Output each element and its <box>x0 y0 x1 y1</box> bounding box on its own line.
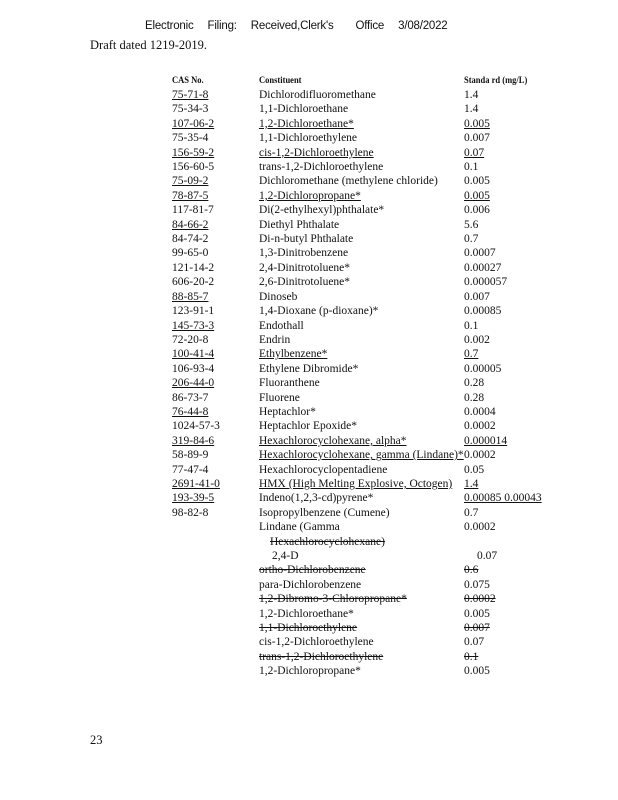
constituent-name: Endrin <box>259 333 291 346</box>
cas-number: 121-14-2 <box>172 261 215 274</box>
standard-value: 0.7 <box>464 233 479 246</box>
constituent-name: Diethyl Phthalate <box>259 218 340 231</box>
standard-value: 0.0002 <box>464 593 496 606</box>
constituent-name: Dinoseb <box>259 290 298 303</box>
constituent-name: Fluoranthene <box>259 377 320 390</box>
cas-number: 75-34-3 <box>172 103 209 116</box>
column-header-cas: CAS No. <box>172 74 204 86</box>
filing-header <box>145 20 448 32</box>
constituent-name: 1,4-Dioxane (p-dioxane)* <box>259 305 379 318</box>
constituent-name: Di-n-butyl Phthalate <box>259 233 354 246</box>
table-row <box>172 88 572 102</box>
constituent-name: Hexachlorocyclohexane, alpha* <box>259 434 407 447</box>
cas-number: 100-41-4 <box>172 348 215 361</box>
constituent-name: 1,2-Dichloroethane* <box>259 607 354 620</box>
table-row <box>172 131 572 145</box>
standard-value: 1.4 <box>464 103 479 116</box>
standard-value: 0.0002 <box>464 420 496 433</box>
table-row <box>172 174 572 188</box>
cas-number: 75-71-8 <box>172 89 209 101</box>
table-row <box>172 232 572 246</box>
cas-number: 98-82-8 <box>172 506 209 519</box>
column-header-constituent: Constituent <box>259 74 302 86</box>
cas-number: 319-84-6 <box>172 434 215 447</box>
constituent-name: Isopropylbenzene (Cumene) <box>259 506 390 519</box>
standard-value: 0.07 <box>464 146 485 159</box>
constituent-name: trans-1,2-Dichloroethylene <box>259 650 384 663</box>
cas-number: 1024-57-3 <box>172 420 220 433</box>
standard-value: 0.0007 <box>464 247 496 260</box>
cas-number: 606-20-2 <box>172 276 215 289</box>
draft-note: Draft dated 1219-2019. <box>90 38 207 52</box>
constituent-name: 1,2-Dichloropropane* <box>259 189 361 202</box>
constituent-name: Dichlorodifluoromethane <box>259 89 376 101</box>
cas-number: 156-59-2 <box>172 146 215 159</box>
standard-value: 0.007 <box>464 290 490 303</box>
constituent-name: 1,2-Dichloroethane* <box>259 117 354 130</box>
constituent-name: 1,2-Dichloropropane* <box>259 665 361 678</box>
standard-value: 0.007 <box>464 132 490 145</box>
table-row <box>172 160 572 174</box>
cas-number: 107-06-2 <box>172 117 215 130</box>
standard-value: 0.00005 <box>464 362 502 375</box>
cas-number: 193-39-5 <box>172 492 215 505</box>
table-row <box>172 189 572 203</box>
cas-number: 88-85-7 <box>172 290 209 303</box>
constituent-name: 1,1-Dichloroethylene <box>259 622 358 635</box>
table-row <box>172 549 572 563</box>
constituent-name: Hexachlorocyclohexane) <box>270 535 385 548</box>
constituent-name: Lindane (Gamma <box>259 521 340 534</box>
cas-number: 145-73-3 <box>172 319 215 332</box>
header-received: Received,Clerk's <box>250 20 334 32</box>
cas-number: 77-47-4 <box>172 463 209 476</box>
standard-value: 1.4 <box>464 477 479 490</box>
standard-value: 0.7 <box>464 506 479 519</box>
constituent-name: Hexachlorocyclopentadiene <box>259 463 388 476</box>
table-row <box>172 246 572 260</box>
standard-value: 5.6 <box>464 218 479 231</box>
cas-number: 156-60-5 <box>172 161 215 174</box>
table-row <box>172 477 572 491</box>
cas-number: 75-09-2 <box>172 175 209 188</box>
table-row <box>172 635 572 649</box>
standard-value: 0.075 <box>464 578 490 591</box>
standard-value: 0.07 <box>477 550 498 562</box>
standard-value: 0.006 <box>464 204 490 217</box>
constituent-name: Indeno(1,2,3-cd)pyrene* <box>259 492 374 505</box>
cas-number: 106-93-4 <box>172 362 215 375</box>
constituent-name: HMX (High Melting Explosive, Octogen) <box>259 477 453 490</box>
constituent-name: Dichloromethane (methylene chloride) <box>259 175 438 188</box>
constituent-name: Hexachlorocyclohexane, gamma (Lindane)* <box>259 449 464 462</box>
standard-value: 0.7 <box>464 348 479 361</box>
standard-value: 0.6 <box>464 564 479 577</box>
standard-value: 0.1 <box>464 650 479 663</box>
table-row <box>172 621 572 635</box>
standard-value: 0.1 <box>464 161 479 174</box>
constituent-name: ortho-Dichlorobenzene <box>259 564 366 577</box>
table-row <box>172 463 572 477</box>
standard-value: 0.000014 <box>464 434 508 447</box>
constituent-name: Fluorene <box>259 391 300 404</box>
cas-number: 123-91-1 <box>172 305 215 318</box>
constituent-name: 2,4-Dinitrotoluene* <box>259 261 351 274</box>
standard-value: 0.005 <box>464 607 490 620</box>
cas-number: 58-89-9 <box>172 449 209 462</box>
standard-value: 0.005 <box>464 117 490 130</box>
constituent-name: 1,1-Dichloroethylene <box>259 132 358 145</box>
table-row <box>172 535 572 549</box>
table-row <box>172 347 572 361</box>
standard-value: 0.005 <box>464 175 490 188</box>
table-row <box>172 520 572 534</box>
table-row <box>172 376 572 390</box>
standard-value: 0.00085 0.00043 <box>464 492 542 505</box>
constituent-name: 1,1-Dichloroethane <box>259 103 349 116</box>
cas-number: 206-44-0 <box>172 377 215 390</box>
constituent-name: Di(2-ethylhexyl)phthalate* <box>259 204 385 217</box>
constituent-name: Heptachlor Epoxide* <box>259 420 358 433</box>
constituent-name: para-Dichlorobenzene <box>259 578 362 591</box>
table-row <box>172 607 572 621</box>
constituent-name: Ethylene Dibromide* <box>259 362 359 375</box>
standard-value: 0.00085 <box>464 305 502 318</box>
standard-value: 0.005 <box>464 665 490 678</box>
cas-number: 117-81-7 <box>172 204 214 217</box>
constituent-name: 2,4-D <box>272 550 299 562</box>
page-number: 23 <box>90 733 103 747</box>
constituent-name: trans-1,2-Dichloroethylene <box>259 161 384 174</box>
constituent-table <box>172 88 572 679</box>
cas-number: 99-65-0 <box>172 247 209 260</box>
constituent-name: Heptachlor* <box>259 405 316 418</box>
table-row <box>172 102 572 116</box>
table-row <box>172 650 572 664</box>
table-row <box>172 319 572 333</box>
standard-value: 0.07 <box>464 636 485 649</box>
cas-number: 75-35-4 <box>172 132 209 145</box>
constituent-name: 1,2-Dibromo-3-Chloropropane* <box>259 593 407 606</box>
standard-value: 0.0002 <box>464 449 496 462</box>
constituent-name: Ethylbenzene* <box>259 348 328 361</box>
standard-value: 0.05 <box>464 463 485 476</box>
standard-value: 0.000057 <box>464 276 508 289</box>
table-row <box>172 391 572 405</box>
table-row <box>172 491 572 505</box>
constituent-name: cis-1,2-Dichloroethylene <box>259 636 374 649</box>
standard-value: 1.4 <box>464 89 479 101</box>
table-row <box>172 578 572 592</box>
table-row <box>172 117 572 131</box>
constituent-name: 1,3-Dinitrobenzene <box>259 247 349 260</box>
table-row <box>172 664 572 678</box>
table-row <box>172 563 572 577</box>
table-row <box>172 592 572 606</box>
table-row <box>172 506 572 520</box>
header-office: Office <box>355 20 385 32</box>
standard-value: 0.00027 <box>464 261 502 274</box>
constituent-name: Endothall <box>259 319 304 332</box>
table-row <box>172 304 572 318</box>
cas-number: 84-74-2 <box>172 233 209 246</box>
standard-value: 0.1 <box>464 319 479 332</box>
constituent-name: cis-1,2-Dichloroethylene <box>259 146 374 159</box>
table-row <box>172 419 572 433</box>
table-row <box>172 434 572 448</box>
column-header-standard: Standa rd (mg/L) <box>464 74 528 86</box>
standard-value: 0.28 <box>464 377 485 390</box>
cas-number: 2691-41-0 <box>172 477 220 490</box>
table-row <box>172 405 572 419</box>
header-filing: Filing: <box>207 20 237 32</box>
cas-number: 84-66-2 <box>172 218 209 231</box>
cas-number: 76-44-8 <box>172 405 209 418</box>
table-row <box>172 448 572 462</box>
cas-number: 86-73-7 <box>172 391 209 404</box>
standard-value: 0.005 <box>464 189 490 202</box>
table-row <box>172 275 572 289</box>
table-row <box>172 333 572 347</box>
table-row <box>172 203 572 217</box>
table-row <box>172 218 572 232</box>
standard-value: 0.0002 <box>464 521 496 534</box>
table-row <box>172 146 572 160</box>
standard-value: 0.007 <box>464 622 490 635</box>
table-row <box>172 261 572 275</box>
header-date: 3/08/2022 <box>398 20 448 32</box>
cas-number: 78-87-5 <box>172 189 209 202</box>
standard-value: 0.002 <box>464 333 490 346</box>
cas-number: 72-20-8 <box>172 333 209 346</box>
standard-value: 0.0004 <box>464 405 496 418</box>
header-electronic: Electronic <box>145 20 194 32</box>
table-row <box>172 290 572 304</box>
table-row <box>172 362 572 376</box>
constituent-name: 2,6-Dinitrotoluene* <box>259 276 351 289</box>
standard-value: 0.28 <box>464 391 485 404</box>
